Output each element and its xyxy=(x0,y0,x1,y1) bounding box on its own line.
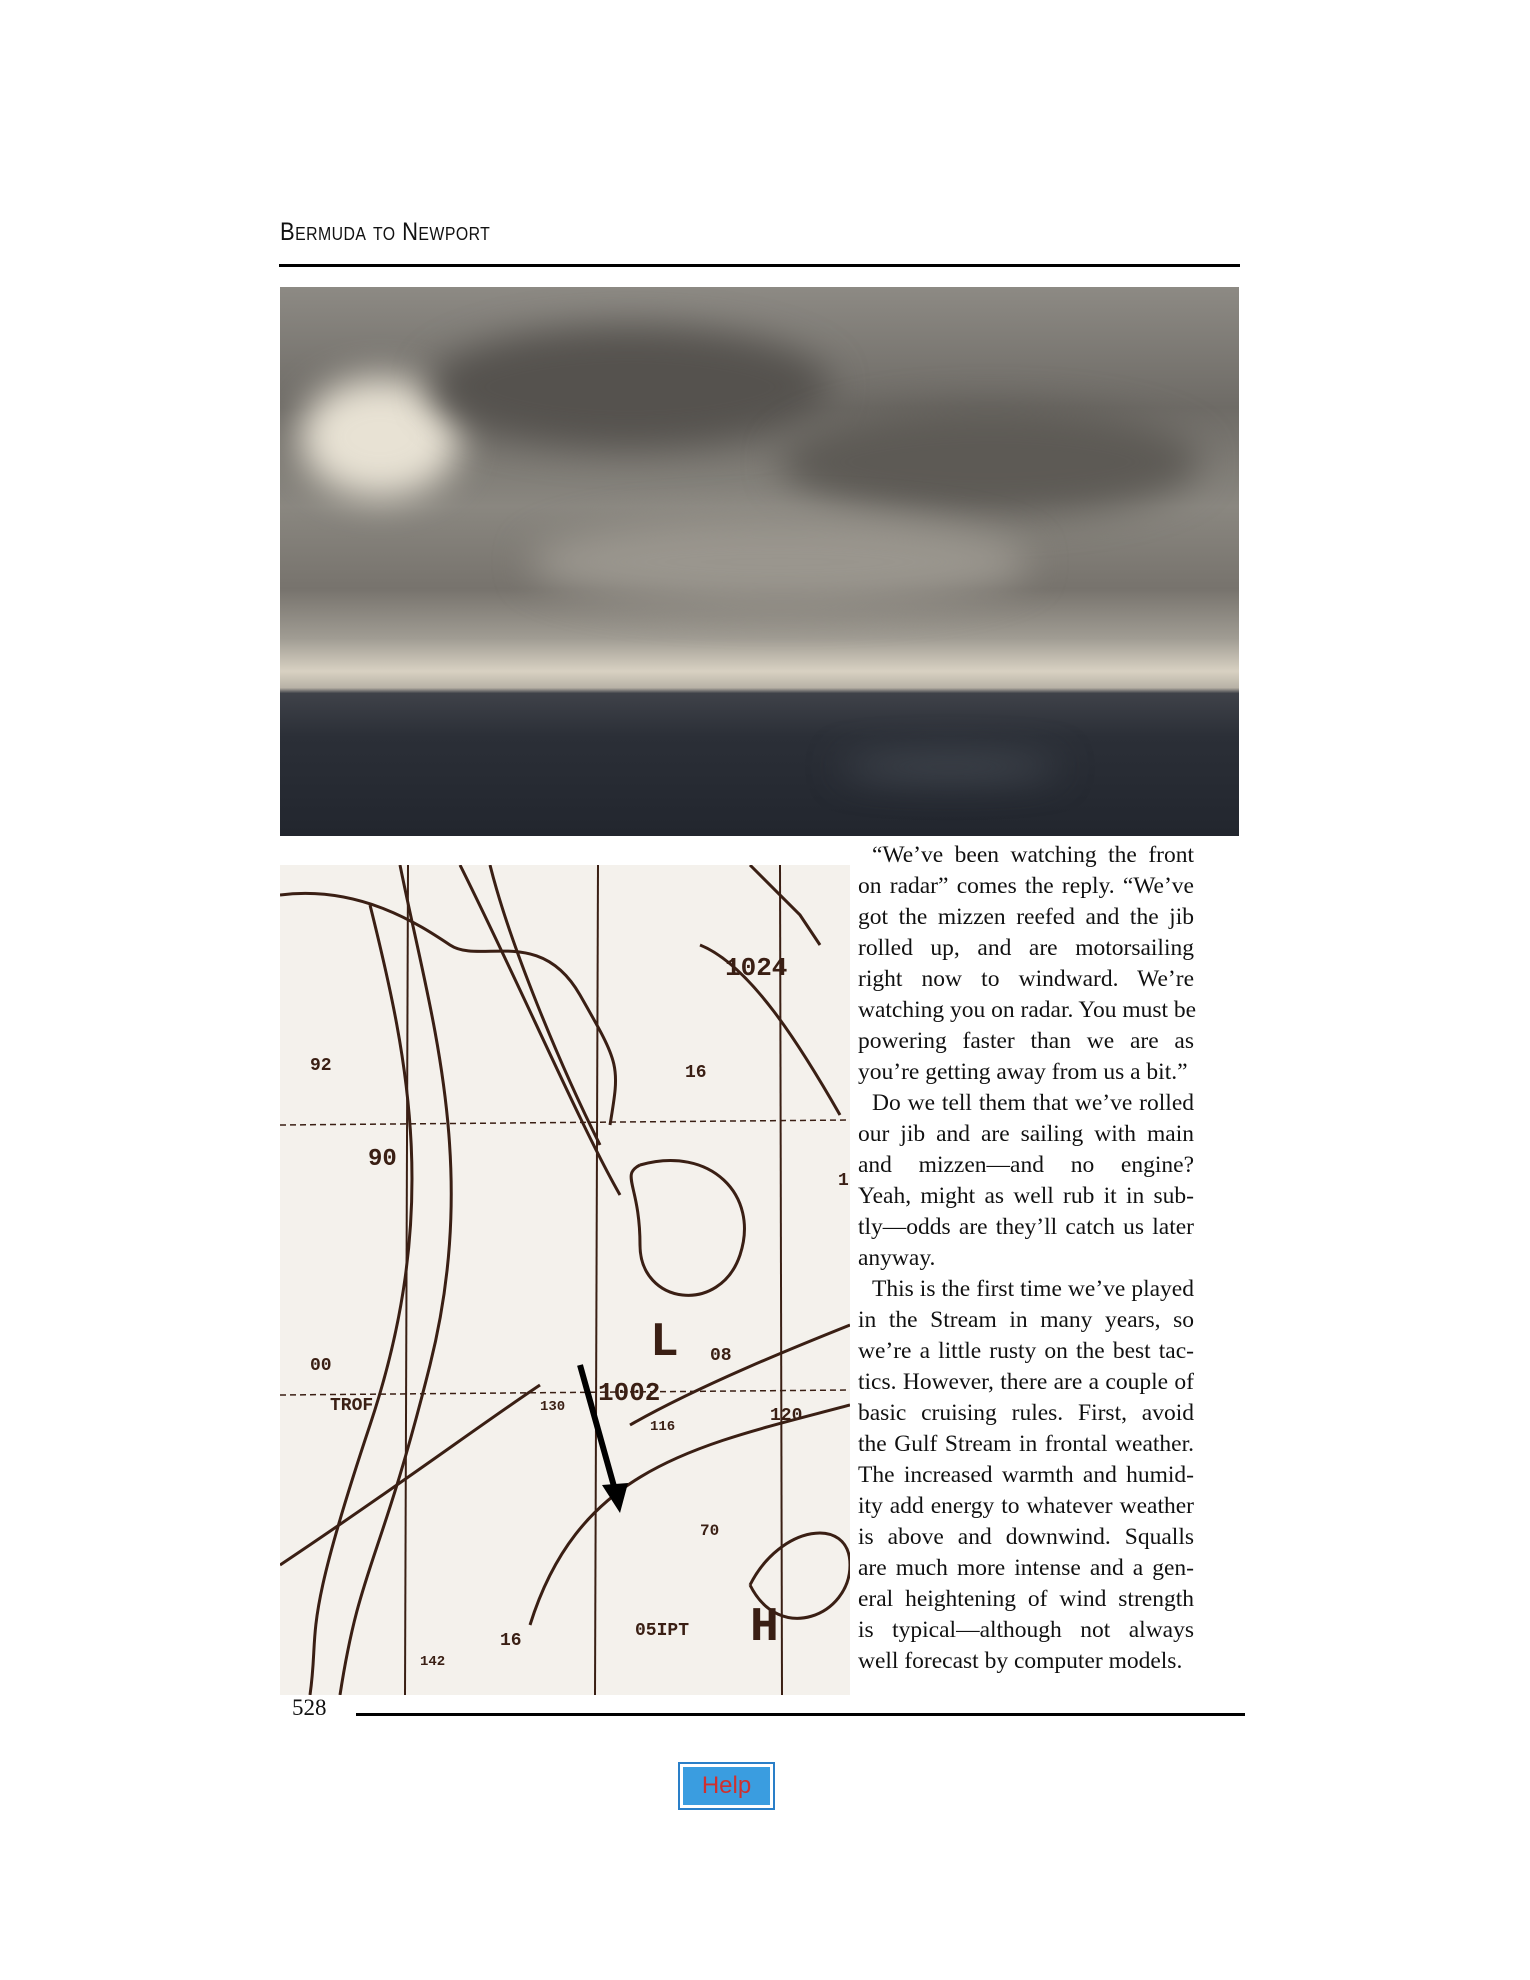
text-line: anyway. xyxy=(858,1245,936,1271)
text-line: and mizzen—and no engine? xyxy=(858,1152,1194,1178)
body-text xyxy=(858,840,1197,1677)
text-line: got the mizzen reefed and the jib xyxy=(858,904,1194,930)
map-label: 70 xyxy=(700,1522,720,1540)
map-label: 90 xyxy=(368,1146,397,1173)
text-line: our jib and are sailing with main xyxy=(858,1121,1194,1147)
map-label: L xyxy=(650,1316,679,1370)
map-label: 16 xyxy=(500,1631,522,1651)
text-line: is typical—although not always xyxy=(858,1617,1194,1643)
text-line: Do we tell them that we’ve rolled xyxy=(872,1090,1194,1116)
storm-clouds-photo xyxy=(280,287,1239,836)
text-line: tics. However, there are a couple of xyxy=(858,1369,1194,1395)
text-line: is above and downwind. Squalls xyxy=(858,1524,1194,1550)
map-label: TROF xyxy=(330,1396,374,1416)
map-label: H xyxy=(750,1601,779,1655)
map-label: 16 xyxy=(685,1063,707,1083)
help-button[interactable]: Help xyxy=(680,1764,773,1808)
map-label: 92 xyxy=(310,1056,332,1076)
footer-rule xyxy=(356,1713,1245,1716)
text-line: “We’ve been watching the front xyxy=(872,842,1194,868)
map-label: 08 xyxy=(710,1346,732,1366)
text-line: Yeah, might as well rub it in sub- xyxy=(858,1183,1194,1209)
text-line: right now to windward. We’re xyxy=(858,966,1194,992)
page-number: 528 xyxy=(292,1695,327,1720)
text-line: eral heightening of wind strength xyxy=(858,1586,1194,1612)
text-line: basic cruising rules. First, avoid xyxy=(858,1400,1194,1426)
text-line: tly—odds are they’ll catch us later xyxy=(858,1214,1194,1240)
text-line: are much more intense and a gen- xyxy=(858,1555,1194,1581)
text-line: The increased warmth and humid- xyxy=(858,1462,1194,1488)
text-line: we’re a little rusty on the best tac- xyxy=(858,1338,1194,1364)
map-label: 1024 xyxy=(725,953,788,983)
map-label: 120 xyxy=(770,1406,803,1426)
header-rule xyxy=(279,264,1240,267)
map-label: 130 xyxy=(540,1399,566,1415)
map-label: 1 xyxy=(838,1171,849,1191)
map-label: 142 xyxy=(420,1654,446,1670)
map-label: 00 xyxy=(310,1356,332,1376)
map-label: 1002 xyxy=(598,1378,661,1408)
text-line: rolled up, and are motorsailing xyxy=(858,935,1194,961)
text-line: on radar” comes the reply. “We’ve xyxy=(858,873,1194,899)
map-label: 05IPT xyxy=(635,1621,690,1641)
text-line: watching you on radar. You must be xyxy=(858,997,1197,1023)
text-line: the Gulf Stream in frontal weather. xyxy=(858,1431,1194,1457)
text-line: This is the first time we’ve played xyxy=(872,1276,1194,1302)
text-line: ity add energy to whatever weather xyxy=(858,1493,1194,1519)
running-head: Bermuda to Newport xyxy=(280,218,491,246)
weather-map xyxy=(280,865,850,1695)
text-line: you’re getting away from us a bit.” xyxy=(858,1059,1188,1085)
map-label: 116 xyxy=(650,1419,676,1435)
text-line: well forecast by computer models. xyxy=(858,1648,1183,1674)
text-line: powering faster than we are as xyxy=(858,1028,1194,1054)
text-line: in the Stream in many years, so xyxy=(858,1307,1194,1333)
